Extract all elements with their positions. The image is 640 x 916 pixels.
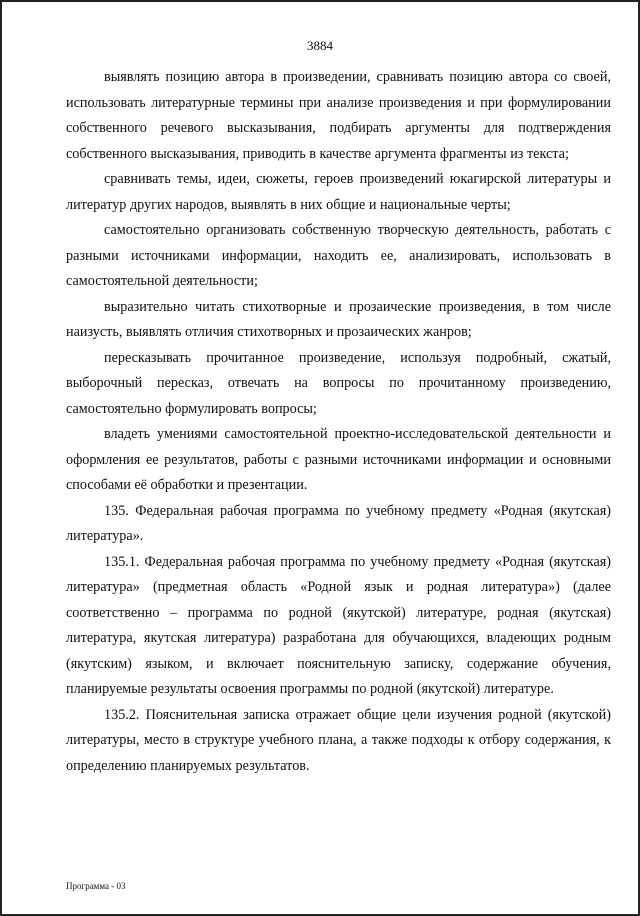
- paragraph-135-1: 135.1. Федеральная рабочая программа по учебному предмету «Родная (якутская) литература» (предметная область «Родной язык и родная литература») (далее соответственно – программа по родной (якутской) литературе, родная (якутская) литература, якутская литература) разработана для обучающихся, владеющих родным (якутским) языком, и включает пояснительную записку, содержание обучения, планируемые результаты освоения программы по родной (якутской) литературе.: [66, 553, 611, 697]
- footer-label: Программа - 03: [66, 881, 126, 891]
- paragraph: сравнивать темы, идеи, сюжеты, героев произведений юкагирской литературы и литератур других народов, выявлять в них общие и национальные черты;: [66, 171, 611, 213]
- body-text: [66, 65, 611, 779]
- paragraph: самостоятельно организовать собственную творческую деятельность, работать с разными источниками информации, находить ее, анализировать, использовать в самостоятельной деятельности;: [66, 222, 611, 289]
- paragraph: выявлять позицию автора в произведении, сравнивать позицию автора со своей, использовать литературные термины при анализе произведения и при формулировании собственного речевого высказывания, подбирать аргументы для подтверждения собственного высказывания, приводить в качестве аргумента фрагменты из текста;: [66, 69, 611, 162]
- paragraph: пересказывать прочитанное произведение, используя подробный, сжатый, выборочный пересказ, отвечать на вопросы по прочитанному произведению, самостоятельно формулировать вопросы;: [66, 349, 611, 417]
- paragraph: выразительно читать стихотворные и прозаические произведения, в том числе наизусть, выявлять отличия стихотворных и прозаических жанров;: [66, 298, 611, 340]
- paragraph: владеть умениями самостоятельной проектно-исследовательской деятельности и оформления ее результатов, работы с разными источниками информации и основными способами её обработки и презентации.: [66, 426, 611, 493]
- page-number: 3884: [307, 38, 333, 53]
- paragraph-135-2: 135.2. Пояснительная записка отражает общие цели изучения родной (якутской) литературы, место в структуре учебного плана, а также подходы к отбору содержания, к определению планируемых результатов.: [66, 706, 611, 774]
- section-heading-135: 135. Федеральная рабочая программа по учебному предмету «Родная (якутская) литература».: [66, 502, 611, 544]
